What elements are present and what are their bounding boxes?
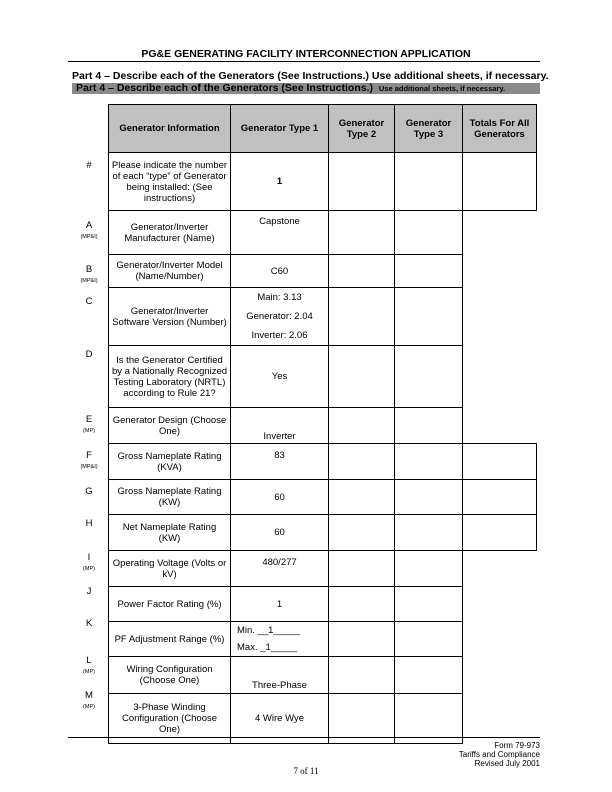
header-generator-information: Generator Information	[109, 105, 231, 153]
generator-table	[108, 104, 537, 744]
type1-value[interactable]	[231, 622, 329, 657]
type3-value[interactable]	[395, 694, 463, 744]
row-label-letter: H	[85, 518, 93, 529]
row-label-letter: M	[85, 690, 93, 701]
type2-value[interactable]	[329, 255, 395, 288]
row-label-letter: E	[85, 414, 93, 425]
form-number: Form 79-973	[494, 741, 540, 750]
type3-value[interactable]	[395, 153, 463, 211]
row-label	[72, 618, 106, 629]
row-description: Generator/Inverter Software Version (Number)	[109, 288, 231, 346]
type1-value[interactable]: Three-Phase	[231, 657, 329, 694]
row-label-letter: L	[86, 655, 92, 666]
type3-value[interactable]	[395, 444, 463, 480]
table-row	[109, 346, 537, 408]
type1-value[interactable]: 60	[231, 515, 329, 551]
table-row	[109, 153, 537, 211]
row-description: Power Factor Rating (%)	[109, 587, 231, 622]
type2-value[interactable]	[329, 444, 395, 480]
table-row	[109, 694, 537, 744]
table-row	[109, 587, 537, 622]
value-line: Generator: 2.04	[246, 311, 313, 322]
type2-value[interactable]	[329, 408, 395, 444]
type1-value[interactable]: Capstone	[231, 211, 329, 255]
department: Tariffs and Compliance	[458, 750, 540, 759]
row-label	[72, 690, 106, 710]
row-label	[72, 518, 106, 529]
row-description: PF Adjustment Range (%)	[109, 622, 231, 657]
row-label-letter: F	[86, 450, 92, 461]
header-totals: Totals For All Generators	[463, 105, 537, 153]
table-row	[109, 515, 537, 551]
type1-value[interactable]: 1	[231, 153, 329, 211]
row-label-letter: D	[85, 349, 93, 360]
revision-date: Revised July 2001	[474, 759, 540, 768]
header-row	[109, 105, 537, 153]
table-row	[109, 622, 537, 657]
type3-value[interactable]	[395, 211, 463, 255]
type1-value[interactable]: Yes	[231, 346, 329, 408]
type2-value[interactable]	[329, 288, 395, 346]
table-row	[109, 255, 537, 288]
row-label	[72, 586, 106, 597]
row-description: Generator/Inverter Manufacturer (Name)	[109, 211, 231, 255]
row-label	[72, 264, 106, 284]
type1-value[interactable]: 4 Wire Wye	[231, 694, 329, 744]
type3-value[interactable]	[395, 515, 463, 551]
row-label	[72, 486, 106, 497]
row-description: 3-Phase Winding Configuration (Choose One)	[109, 694, 231, 744]
totals-value[interactable]	[463, 444, 537, 480]
type2-value[interactable]	[329, 587, 395, 622]
header-generator-type-3: Generator Type 3	[395, 105, 463, 153]
document-title: PG&E GENERATING FACILITY INTERCONNECTION APPLICATION	[141, 48, 471, 60]
page-number: 7 of 11	[293, 766, 319, 776]
totals-value[interactable]	[463, 515, 537, 551]
table-row	[109, 444, 537, 480]
type3-value[interactable]	[395, 657, 463, 694]
value-line: Min. __1_____	[237, 625, 300, 636]
row-description: Gross Nameplate Rating (KW)	[109, 480, 231, 515]
row-label	[72, 450, 106, 470]
row-label-note: (MP)	[83, 669, 95, 675]
row-description: Wiring Configuration (Choose One)	[109, 657, 231, 694]
row-description: Generator Design (Choose One)	[109, 408, 231, 444]
row-description: Net Nameplate Rating (KW)	[109, 515, 231, 551]
row-label-note: (MP&I)	[80, 278, 98, 284]
type3-value[interactable]	[395, 255, 463, 288]
totals-value[interactable]	[463, 153, 537, 211]
type2-value[interactable]	[329, 694, 395, 744]
row-label	[72, 296, 106, 307]
type3-value[interactable]	[395, 551, 463, 587]
type1-value[interactable]: C60	[231, 255, 329, 288]
value-line: Inverter: 2.06	[251, 330, 308, 341]
table-row	[109, 211, 537, 255]
type3-value[interactable]	[395, 346, 463, 408]
row-label-note: (MP)	[83, 704, 95, 710]
row-description: Please indicate the number of each “type” of Generator being installed: (See instructions)	[109, 153, 231, 211]
title-rule	[68, 61, 540, 62]
totals-value[interactable]	[463, 480, 537, 515]
row-label-letter: C	[85, 296, 93, 307]
row-description: Gross Nameplate Rating (KVA)	[109, 444, 231, 480]
type3-value[interactable]	[395, 587, 463, 622]
row-label-note: (MP)	[83, 428, 95, 434]
type3-value[interactable]	[395, 480, 463, 515]
value-line: Main: 3.13	[257, 292, 302, 303]
row-label-note: (MP&I)	[80, 464, 98, 470]
header-generator-type-2: Generator Type 2	[329, 105, 395, 153]
table-row	[109, 480, 537, 515]
type2-value[interactable]	[329, 346, 395, 408]
type1-value[interactable]: Inverter	[231, 408, 329, 444]
part-heading: Part 4 – Describe each of the Generators (See Instructions.) Use additional sheets, if necessary.	[72, 70, 549, 82]
table-row	[109, 657, 537, 694]
table-row	[109, 408, 537, 444]
row-label-letter: B	[85, 264, 93, 275]
table-row	[109, 551, 537, 587]
row-label	[72, 349, 106, 360]
row-label	[72, 552, 106, 572]
row-label-letter: I	[87, 552, 91, 563]
type1-value[interactable]	[231, 288, 329, 346]
type3-value[interactable]	[395, 622, 463, 657]
type2-value[interactable]	[329, 153, 395, 211]
part-heading-bar	[72, 83, 540, 94]
row-label-note: (MP)	[83, 566, 95, 572]
type2-value[interactable]	[329, 480, 395, 515]
row-description: Is the Generator Certified by a Nationally Recognized Testing Laboratory (NRTL) according to Rule 21?	[109, 346, 231, 408]
row-label	[72, 655, 106, 675]
row-description: Operating Voltage (Volts or kV)	[109, 551, 231, 587]
row-label-letter: J	[86, 586, 92, 597]
row-description: Generator/Inverter Model (Name/Number)	[109, 255, 231, 288]
table-row	[109, 288, 537, 346]
type3-value[interactable]	[395, 408, 463, 444]
row-label-letter: G	[85, 486, 93, 497]
part-bar-note: Use additional sheets, if necessary.	[378, 84, 506, 93]
row-label-letter: A	[85, 220, 93, 231]
type1-value[interactable]: 60	[231, 480, 329, 515]
part-bar-main: Part 4 – Describe each of the Generators (See Instructions.)	[76, 83, 374, 94]
type2-value[interactable]	[329, 622, 395, 657]
type1-value[interactable]: 1	[231, 587, 329, 622]
footer-rule	[68, 737, 540, 738]
type1-value[interactable]: 480/277	[231, 551, 329, 587]
row-label-letter: #	[86, 160, 92, 171]
row-label-note: (MP&I)	[80, 234, 98, 240]
row-label	[72, 160, 106, 171]
type2-value[interactable]	[329, 657, 395, 694]
row-label-letter: K	[85, 618, 93, 629]
value-line: Max. _1_____	[237, 642, 298, 653]
type2-value[interactable]	[329, 515, 395, 551]
type1-value[interactable]: 83	[231, 444, 329, 480]
row-label	[72, 414, 106, 434]
row-label	[72, 220, 106, 240]
header-generator-type-1: Generator Type 1	[231, 105, 329, 153]
type2-value[interactable]	[329, 211, 395, 255]
type2-value[interactable]	[329, 551, 395, 587]
type3-value[interactable]	[395, 288, 463, 346]
